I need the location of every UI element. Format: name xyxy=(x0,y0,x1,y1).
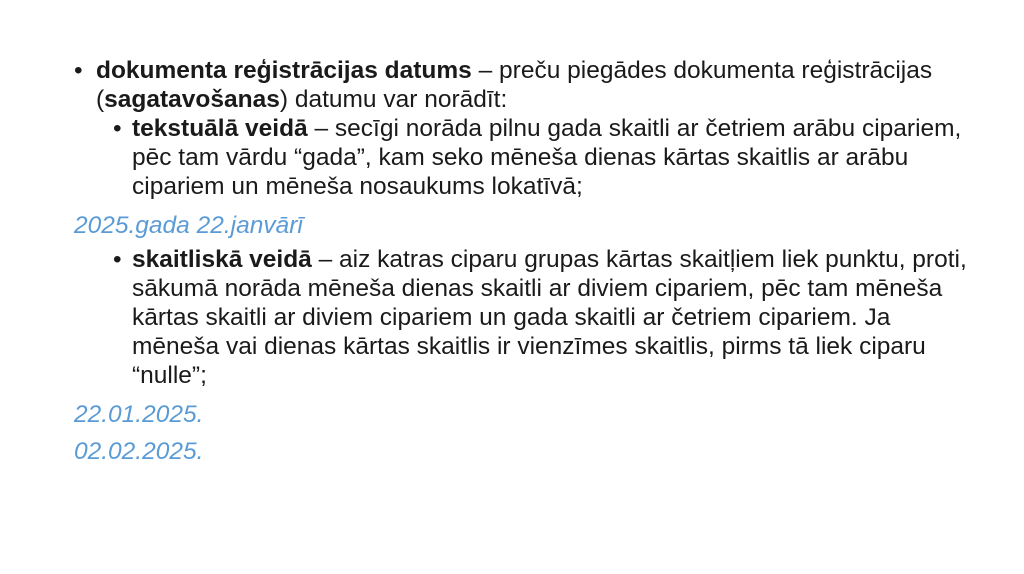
term-registration-date: dokumenta reģistrācijas datums xyxy=(96,57,472,84)
text-registration-date-2: ) datumu var norādīt: xyxy=(279,86,508,113)
slide-content xyxy=(74,56,974,471)
text-registration-date-1: – preču piegādes dokumenta reģistrācijas ( xyxy=(96,57,933,113)
bullet-icon: • xyxy=(74,57,83,84)
bullet-text-format xyxy=(113,114,974,201)
term-preparation: sagatavošanas xyxy=(104,86,280,113)
bullet-icon: • xyxy=(113,115,122,142)
bullet-numeric-format xyxy=(113,245,974,390)
numeric-format-description: – aiz katras ciparu grupas kārtas skaitļiem liek punktu, proti, sākumā norāda mēneša dienas skaitli ar diviem cipariem, pēc tam mēneša kārtas skaitli ar diviem cipariem un gada skaitli ar četriem cipariem. Ja mēneša vai dienas kārtas skaitlis ir vienzīmes skaitlis, pirms tā liek ciparu “nulle”; xyxy=(132,246,967,389)
bullet-icon: • xyxy=(113,246,122,273)
bullet-registration-date xyxy=(74,56,974,114)
example-numeric-date-2: 02.02.2025. xyxy=(74,438,204,465)
text-format-description: – secīgi norāda pilnu gada skaitli ar četriem arābu cipariem, pēc tam vārdu “gada”, kam seko mēneša dienas kārtas skaitlis ar arābu cipariem un mēneša nosaukums lokatīvā; xyxy=(132,115,962,200)
term-text-format: tekstuālā veidā xyxy=(132,115,308,142)
term-numeric-format: skaitliskā veidā xyxy=(132,246,312,273)
example-text-date: 2025.gada 22.janvārī xyxy=(74,212,303,239)
example-numeric-date-1: 22.01.2025. xyxy=(74,401,204,428)
